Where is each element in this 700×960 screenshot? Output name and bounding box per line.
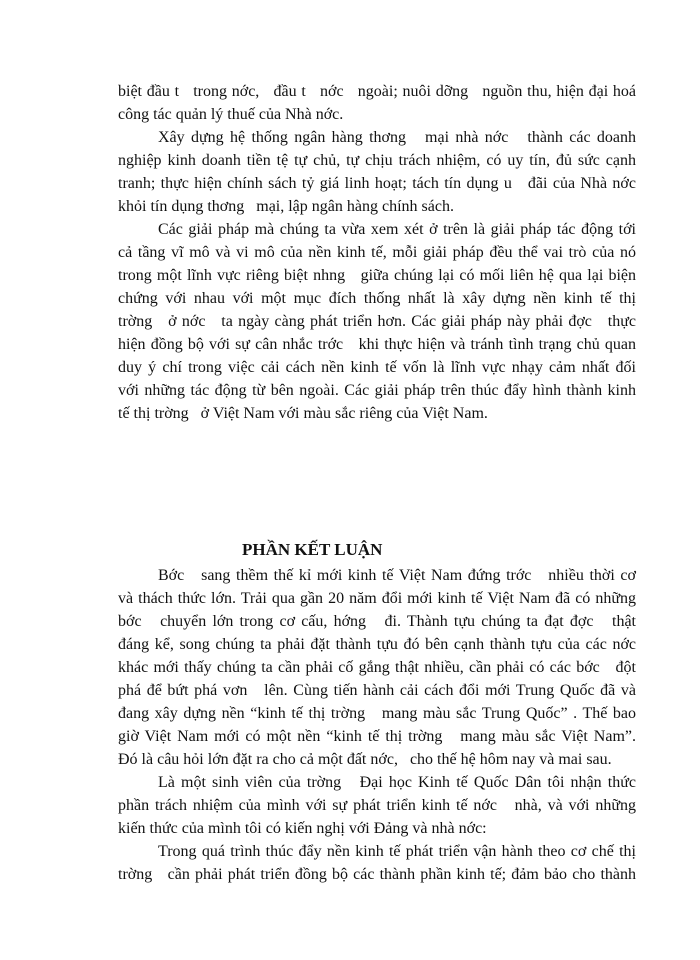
paragraph-banking-system — [118, 126, 636, 218]
text-line: Xây dựng hệ thống ngân hàng thơng mại nhà nớc thành các doanh — [158, 129, 636, 146]
text-line: trong một lĩnh vực riêng biệt nhng giữa chúng lại có mối liên hệ qua lại biện — [118, 267, 636, 284]
text-line: bớc chuyển lớn trong cơ cấu, hớng đi. Thành tựu chúng ta đạt đợc thật — [118, 613, 636, 630]
text-line: Các giải pháp mà chúng ta vừa xem xét ở trên là giải pháp tác động tới — [158, 221, 636, 238]
text-line: nghiệp kinh doanh tiền tệ tự chủ, tự chịu trách nhiệm, có uy tín, đủ sức cạnh — [118, 152, 636, 169]
paragraph-conclusion-intro — [118, 564, 636, 771]
section-heading-conclusion: PHẦN KẾT LUẬN — [242, 540, 383, 559]
text-line: biệt đầu t trong nớc, đầu t nớc ngoài; nuôi dỡng nguồn thu, hiện đại hoá — [118, 83, 636, 100]
text-line: cả tầng vĩ mô và vi mô của nền kinh tế, mỗi giải pháp đều thể vai trò của nó — [118, 244, 636, 261]
paragraph-solutions-summary — [118, 218, 636, 425]
text-line: công tác quản lý thuế của Nhà nớc. — [118, 106, 344, 123]
text-line: khác mới thấy chúng ta cần phải cố gắng thật nhiều, cần phải có các bớc đột — [118, 659, 636, 676]
text-line: giờ Việt Nam mới có một nền “kinh tế thị trờng mang màu sắc Việt Nam”. — [118, 728, 636, 745]
text-line: hiện đồng bộ với sự cân nhắc trớc khi thực hiện và tránh tình trạng chủ quan — [118, 336, 636, 353]
paragraph-tax-management — [118, 80, 636, 126]
text-line: kiến thức của mình tôi có kiến nghị với Đảng và nhà nớc: — [118, 820, 487, 837]
text-line: Đó là câu hỏi lớn đặt ra cho cả một đất nớc, cho thế hệ hôm nay và mai sau. — [118, 751, 612, 768]
paragraph-student-responsibility — [118, 771, 636, 840]
text-line: đáng kể, song chúng ta phải đặt thành tựu đó bên cạnh thành tựu của các nớc — [118, 636, 636, 653]
text-line: tế thị trờng ở Việt Nam với màu sắc riêng của Việt Nam. — [118, 405, 488, 422]
text-line: phá để bứt phá vơn lên. Cùng tiến hành cải cách đổi mới Trung Quốc đã và — [118, 682, 636, 699]
text-line: Là một sinh viên của trờng Đại học Kinh tế Quốc Dân tôi nhận thức — [158, 774, 636, 791]
text-line: phần trách nhiệm của mình với sự phát triển kinh tế nớc nhà, và với những — [118, 797, 636, 814]
text-line: và thách thức lớn. Trải qua gần 20 năm đổi mới kinh tế Việt Nam đã có những — [118, 590, 636, 607]
text-line: chứng với nhau với một mục đích thống nhất là xây dựng nền kinh tế thị — [118, 290, 636, 307]
text-line: với những tác động từ bên ngoài. Các giải pháp trên thúc đẩy hình thành kinh — [118, 382, 636, 399]
text-line: trờng ở nớc ta ngày càng phát triển hơn. Các giải pháp này phải đợc thực — [118, 313, 636, 330]
text-line: khỏi tín dụng thơng mại, lập ngân hàng chính sách. — [118, 198, 454, 215]
paragraph-recommendations — [118, 840, 636, 886]
text-line: Bớc sang thềm thế kỉ mới kinh tế Việt Nam đứng trớc nhiều thời cơ — [158, 567, 636, 584]
text-line: đang xây dựng nền “kinh tế thị trờng mang màu sắc Trung Quốc” . Thế bao — [118, 705, 636, 722]
text-line: trờng cần phải phát triển đồng bộ các thành phần kinh tế; đảm bảo cho thành — [118, 866, 636, 883]
text-line: tranh; thực hiện chính sách tỷ giá linh hoạt; tách tín dụng u đãi của Nhà nớc — [118, 175, 636, 192]
text-line: duy ý chí trong việc cải cách nền kinh tế vốn là lĩnh vực nhạy cảm nhất đối — [118, 359, 636, 376]
text-line: Trong quá trình thúc đẩy nền kinh tế phát triển vận hành theo cơ chế thị — [158, 843, 636, 860]
